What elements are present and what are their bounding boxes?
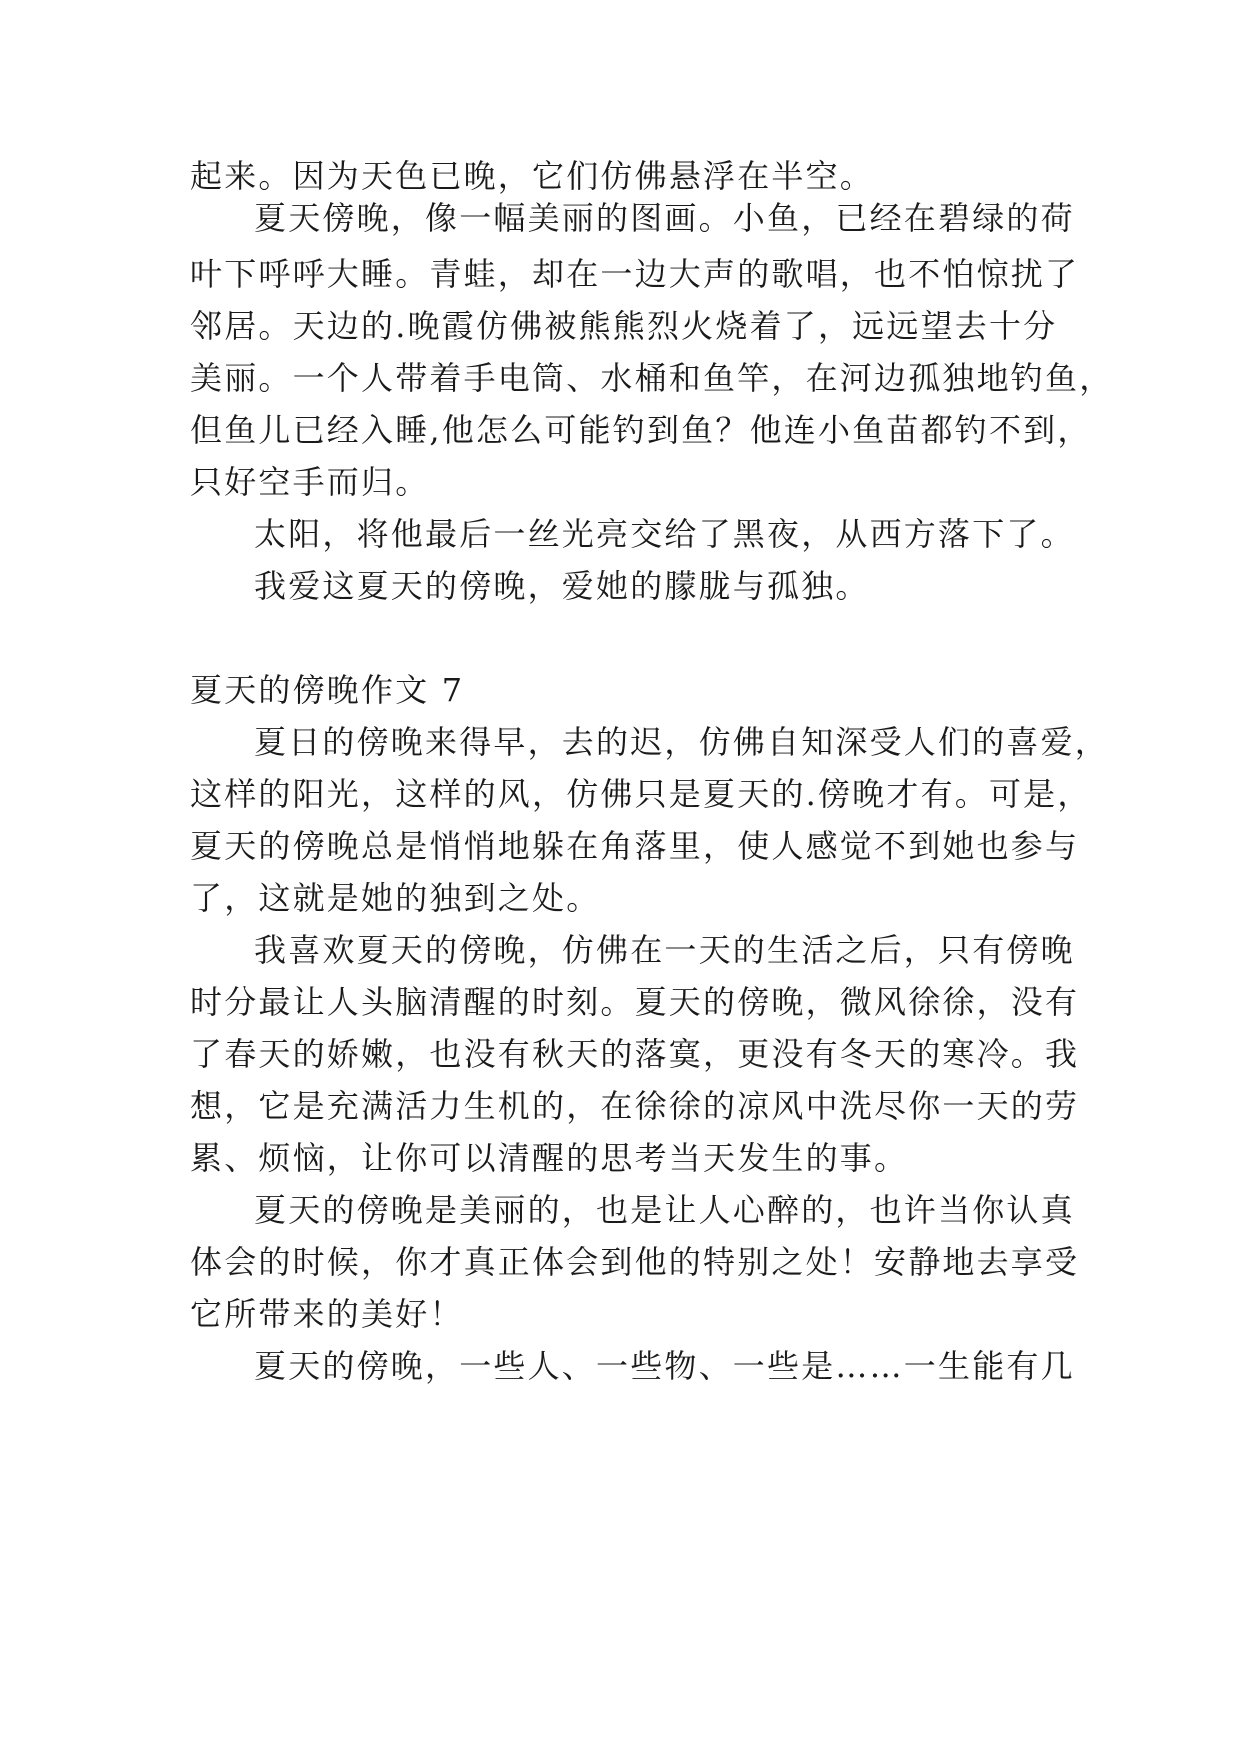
text-line: 体会的时候，你才真正体会到他的特别之处！安静地去享受 xyxy=(190,1243,1080,1281)
text-line: 起来。因为天色已晚，它们仿佛悬浮在半空。 xyxy=(190,157,875,195)
text-line: 但鱼儿已经入睡,他怎么可能钓到鱼？他连小鱼苗都钓不到， xyxy=(190,411,1092,449)
paragraph-start-line: 我爱这夏天的傍晚，爱她的朦胧与孤独。 xyxy=(254,567,870,605)
text-line: 叶下呼呼大睡。青蛙，却在一边大声的歌唱，也不怕惊扰了 xyxy=(190,255,1080,293)
paragraph-start-line: 太阳，将他最后一丝光亮交给了黑夜，从西方落下了。 xyxy=(254,515,1075,553)
text-line: 邻居。天边的.晚霞仿佛被熊熊烈火烧着了，远远望去十分 xyxy=(190,307,1058,345)
text-line: 累、烦恼，让你可以清醒的思考当天发生的事。 xyxy=(190,1139,909,1177)
text-line: 这样的阳光，这样的风，仿佛只是夏天的.傍晚才有。可是， xyxy=(190,775,1092,813)
section-heading: 夏天的傍晚作文 7 xyxy=(190,671,465,709)
paragraph-start-line: 夏日的傍晚来得早，去的迟，仿佛自知深受人们的喜爱， xyxy=(254,723,1110,761)
text-line: 夏天的傍晚总是悄悄地躲在角落里，使人感觉不到她也参与 xyxy=(190,827,1080,865)
text-line: 想，它是充满活力生机的，在徐徐的凉风中洗尽你一天的劳 xyxy=(190,1087,1080,1125)
text-line: 美丽。一个人带着手电筒、水桶和鱼竿，在河边孤独地钓鱼， xyxy=(190,359,1114,397)
text-line: 时分最让人头脑清醒的时刻。夏天的傍晚，微风徐徐，没有 xyxy=(190,983,1080,1021)
paragraph-start-line: 夏天的傍晚是美丽的，也是让人心醉的，也许当你认真 xyxy=(254,1191,1075,1229)
text-line: 了，这就是她的独到之处。 xyxy=(190,879,601,917)
text-line: 只好空手而归。 xyxy=(190,463,430,501)
paragraph-start-line: 夏天傍晚，像一幅美丽的图画。小鱼，已经在碧绿的荷 xyxy=(254,199,1075,237)
text-line: 了春天的娇嫩，也没有秋天的落寞，更没有冬天的寒冷。我 xyxy=(190,1035,1080,1073)
paragraph-start-line: 我喜欢夏天的傍晚，仿佛在一天的生活之后，只有傍晚 xyxy=(254,931,1075,969)
text-line: 它所带来的美好！ xyxy=(190,1295,464,1333)
paragraph-start-line: 夏天的傍晚，一些人、一些物、一些是……一生能有几 xyxy=(254,1347,1075,1385)
